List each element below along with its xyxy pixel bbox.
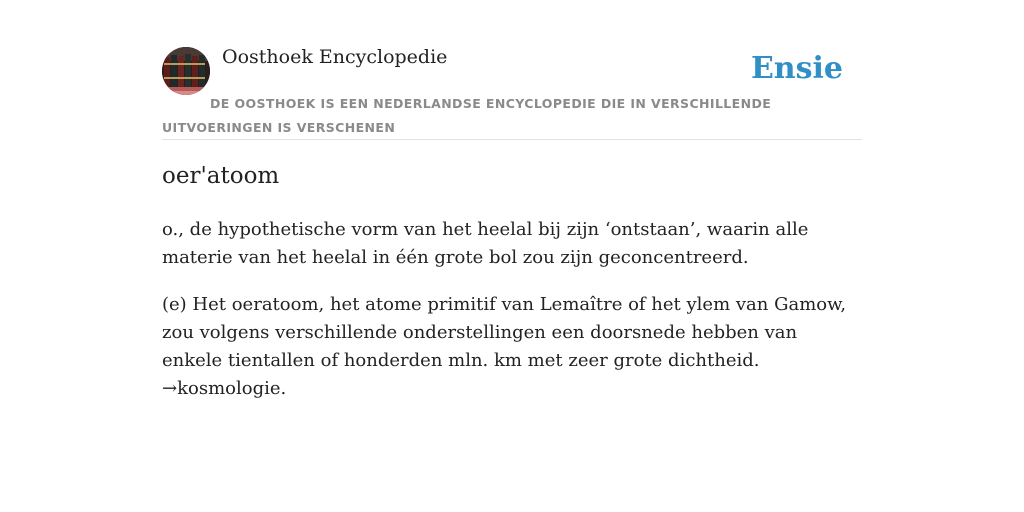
encyclopedia-books-icon[interactable]	[162, 47, 210, 95]
entry-paragraph: o., de hypothetische vorm van het heelal bij zijn ‘ontstaan’, waarin alle materie van het heelal in één grote bol zou zijn geconcentreerd.	[162, 219, 809, 268]
cross-reference-link-kosmologie[interactable]: →kosmologie	[162, 378, 281, 399]
entry-paragraph-end: .	[280, 378, 287, 399]
entry-body	[162, 216, 862, 422]
ensie-logo-link[interactable]: Ensie	[750, 51, 843, 86]
entry-title: oer'atoom	[162, 163, 280, 189]
entry-paragraph-text: (e) Het oeratoom, het atome primitif van Lemaître of het ylem van Gamow, zou volgens verschillende onderstellingen een doorsnede hebben van enkele tientallen of honderden mln. km met zeer grote dichtheid.	[162, 294, 847, 371]
source-header	[162, 0, 862, 140]
page-container	[162, 0, 862, 399]
source-title[interactable]: Oosthoek Encyclopedie	[222, 46, 448, 68]
source-description: DE OOSTHOEK IS EEN NEDERLANDSE ENCYCLOPEDIE DIE IN VERSCHILLENDE UITVOERINGEN IS VERSCHENEN	[162, 96, 772, 135]
entry-paragraph	[162, 291, 862, 403]
